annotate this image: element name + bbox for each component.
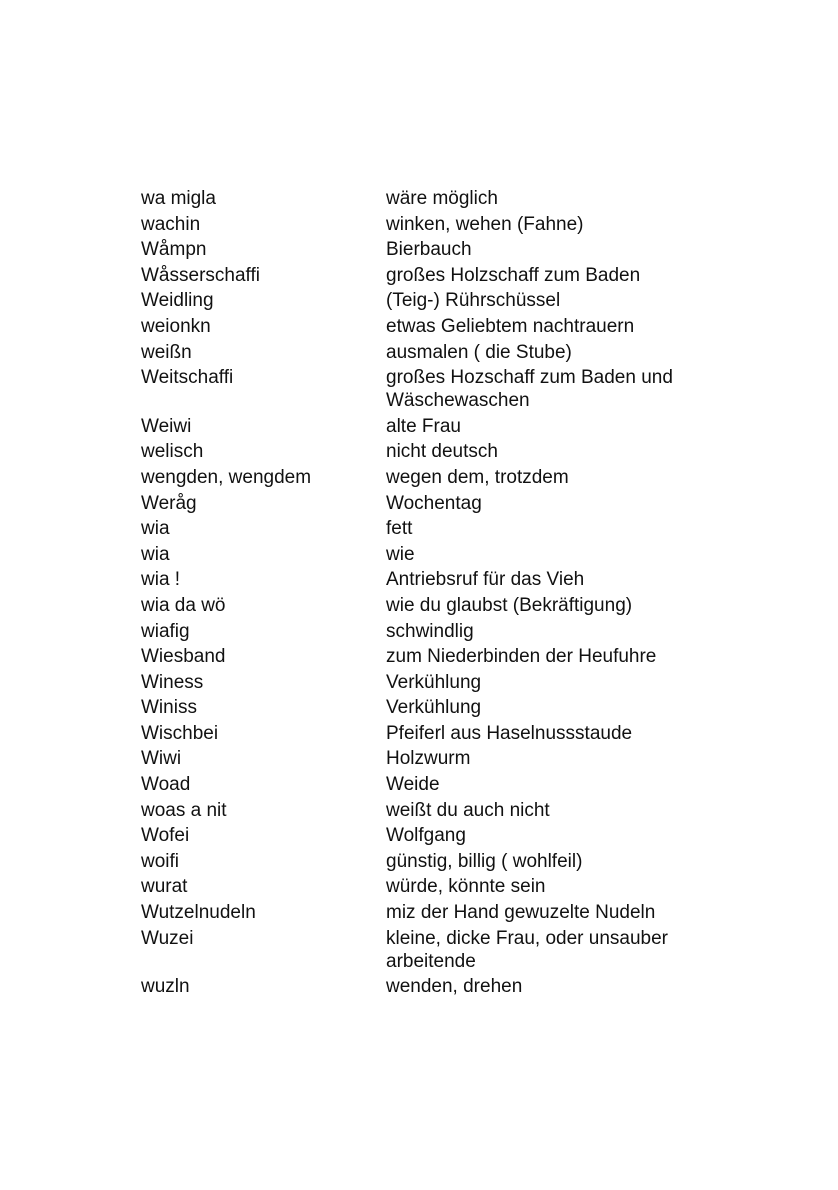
term-meaning: wäre möglich xyxy=(386,188,498,209)
term-meaning: Bierbauch xyxy=(386,239,472,261)
glossary-entry xyxy=(141,594,711,617)
dialect-term: woifi xyxy=(141,850,180,872)
term-meaning: alte Frau xyxy=(386,415,461,437)
term-meaning: (Teig-) Rührschüssel xyxy=(386,290,561,312)
term-meaning: fett xyxy=(386,518,413,540)
dialect-term: weionkn xyxy=(141,315,211,337)
term-meaning: Holzwurm xyxy=(386,748,471,770)
glossary-entry xyxy=(141,901,711,924)
term-meaning: kleine, dicke Frau, oder unsauber arbeitende xyxy=(386,927,668,972)
dialect-term: Weiwi xyxy=(141,415,192,437)
glossary-entry xyxy=(141,492,711,515)
dialect-term: wuzln xyxy=(141,976,190,998)
term-meaning: Weide xyxy=(386,774,440,796)
term-meaning: wegen dem, trotzdem xyxy=(386,466,569,488)
dialect-term: Wuzei xyxy=(141,927,194,949)
term-meaning: zum Niederbinden der Heufuhre xyxy=(386,646,657,668)
dialect-term: Wofei xyxy=(141,825,190,847)
glossary-entry xyxy=(141,799,711,822)
dialect-term: wiafig xyxy=(141,620,190,642)
dialect-term: Woad xyxy=(141,774,191,796)
glossary-entry xyxy=(141,975,711,998)
term-meaning: großes Hozschaff zum Baden und Wäschewaschen xyxy=(386,367,673,412)
glossary-entry xyxy=(141,213,711,236)
glossary-entry xyxy=(141,696,711,719)
glossary-entry xyxy=(141,568,711,591)
glossary-list xyxy=(141,187,711,1001)
dialect-term: Wiwi xyxy=(141,748,182,770)
dialect-term: Wutzelnudeln xyxy=(141,902,256,924)
dialect-term: wurat xyxy=(141,876,188,898)
dialect-term: woas a nit xyxy=(141,799,227,821)
dialect-term: Weråg xyxy=(141,492,197,514)
dialect-term: wa migla xyxy=(141,188,216,209)
dialect-term: Wischbei xyxy=(141,722,219,744)
glossary-entry xyxy=(141,187,711,210)
dialect-term: Winiss xyxy=(141,697,197,719)
dialect-term: Weitschaffi xyxy=(141,367,234,389)
glossary-entry xyxy=(141,671,711,694)
term-meaning: ausmalen ( die Stube) xyxy=(386,341,572,363)
dialect-term: welisch xyxy=(141,441,204,463)
term-meaning: würde, könnte sein xyxy=(386,876,546,898)
term-meaning: günstig, billig ( wohlfeil) xyxy=(386,850,583,872)
glossary-entry xyxy=(141,289,711,312)
glossary-entry xyxy=(141,645,711,668)
dialect-term: wengden, wengdem xyxy=(141,466,312,488)
term-meaning: wie du glaubst (Bekräftigung) xyxy=(386,594,633,616)
term-meaning: Verkühlung xyxy=(386,697,482,719)
dialect-term: Wiesband xyxy=(141,646,226,668)
term-meaning: wenden, drehen xyxy=(386,976,523,998)
term-meaning: Pfeiferl aus Haselnussstaude xyxy=(386,722,633,744)
glossary-entry xyxy=(141,466,711,489)
dialect-term: Weidling xyxy=(141,290,214,312)
dialect-term: wia ! xyxy=(141,569,181,591)
glossary-entry xyxy=(141,875,711,898)
glossary-entry xyxy=(141,927,711,973)
dialect-term: Wåsserschaffi xyxy=(141,264,260,286)
dialect-term: wia da wö xyxy=(141,594,226,616)
glossary-entry xyxy=(141,366,711,412)
glossary-entry xyxy=(141,722,711,745)
term-meaning: Verkühlung xyxy=(386,671,482,693)
dialect-term: Wåmpn xyxy=(141,239,207,261)
term-meaning: schwindlig xyxy=(386,620,474,642)
glossary-entry xyxy=(141,238,711,261)
glossary-entry xyxy=(141,315,711,338)
term-meaning: winken, wehen (Fahne) xyxy=(386,213,584,235)
glossary-entry xyxy=(141,341,711,364)
glossary-entry xyxy=(141,850,711,873)
term-meaning: nicht deutsch xyxy=(386,441,498,463)
glossary-entry xyxy=(141,773,711,796)
glossary-entry xyxy=(141,747,711,770)
glossary-entry xyxy=(141,264,711,287)
term-meaning: miz der Hand gewuzelte Nudeln xyxy=(386,902,656,924)
term-meaning: wie xyxy=(386,543,415,565)
dialect-term: wia xyxy=(141,543,170,565)
glossary-entry xyxy=(141,517,711,540)
glossary-entry xyxy=(141,543,711,566)
term-meaning: Wolfgang xyxy=(386,825,466,847)
term-meaning: weißt du auch nicht xyxy=(386,799,550,821)
dialect-term: wachin xyxy=(141,213,201,235)
term-meaning: etwas Geliebtem nachtrauern xyxy=(386,315,635,337)
term-meaning: Wochentag xyxy=(386,492,482,514)
glossary-entry xyxy=(141,824,711,847)
glossary-entry xyxy=(141,620,711,643)
glossary-entry xyxy=(141,415,711,438)
term-meaning: großes Holzschaff zum Baden xyxy=(386,264,641,286)
dialect-term: wia xyxy=(141,518,170,540)
glossary-entry xyxy=(141,440,711,463)
term-meaning: Antriebsruf für das Vieh xyxy=(386,569,585,591)
dialect-term: weißn xyxy=(141,341,192,363)
dialect-term: Winess xyxy=(141,671,204,693)
